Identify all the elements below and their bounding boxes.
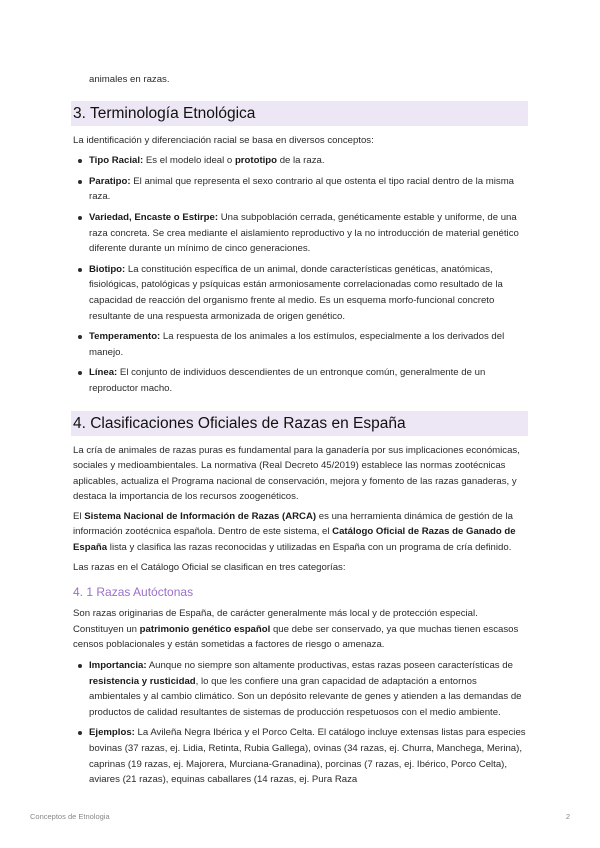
term: Tipo Racial:	[89, 155, 144, 167]
subsection-4-1-heading: 4. 1 Razas Autóctonas	[73, 585, 194, 600]
autoctonas-list	[73, 658, 528, 788]
list-item-variedad: Variedad, Encaste o Estirpe: Una subpoblación cerrada, genéticamente estable y uniforme, de una raza concreta. Se crea mediante el aislamiento reproductivo y la no introducción de material genético diferente durante un mínimo de cinco generaciones.	[73, 210, 528, 257]
section-4-heading: 4. Clasificaciones Oficiales de Razas en España	[71, 411, 528, 436]
term: Línea:	[89, 367, 118, 379]
term: Paratipo:	[89, 175, 131, 187]
section-4-paragraph-1: La cría de animales de razas puras es fundamental para la ganadería por sus implicaciones económicas, sociales y medioambientales. La normativa (Real Decreto 45/2019) establece las normas zootécnicas aplicables, actualiza el Programa nacional de conservación, mejora y fomento de las razas ganaderas, y destaca la importancia de los recursos zoogenéticos.	[73, 444, 520, 503]
page-number: 2	[565, 812, 570, 821]
section-3-heading: 3. Terminología Etnológica	[71, 101, 528, 126]
list-item-tipo-racial: Tipo Racial: Es el modelo ideal o prototipo de la raza.	[73, 153, 528, 169]
footer-title: Conceptos de Etnologia	[30, 812, 110, 821]
terminology-list	[73, 153, 528, 396]
list-item-biotipo: Biotipo: La constitución específica de un animal, donde características genéticas, anatómicas, fisiológicas, patológicas y psíquicas están armoniosamente correlacionadas como resultado de la capacidad de reacción del organismo frente al medio. Es un esquema morfo-funcional concreto resultante de una respuesta armonizada de origen genético.	[73, 262, 528, 324]
section-4-paragraph-3: Las razas en el Catálogo Oficial se clasifican en tres categorías:	[73, 561, 346, 573]
section-3-intro: La identificación y diferenciación racial se basa en diversos conceptos:	[73, 134, 374, 146]
continuation-text: animales en razas.	[89, 74, 170, 85]
subsection-4-1-paragraph: Son razas originarias de España, de carácter generalmente más local y de protección especial. Constituyen un patrimonio genético español que debe ser conservado, ya que muchas tienen escasos censos poblacionales y están sometidas a factores de riesgo o amenaza.	[73, 608, 519, 651]
term: Biotipo:	[89, 263, 126, 275]
list-item-paratipo: Paratipo: El animal que representa el sexo contrario al que ostenta el tipo racial dentro de la misma raza.	[73, 174, 528, 205]
list-item-ejemplos: Ejemplos: La Avileña Negra Ibérica y el Porco Celta. El catálogo incluye extensas listas para especies bovinas (37 razas, ej. Lidia, Retinta, Rubia Gallega), ovinas (34 razas, ej. Churra, Manchega, Merina), caprinas (19 razas, ej. Majorera, Murciana-Granadina), porcinas (7 razas, ej. Ibérico, Porco Celta), aviares (21 razas), equinas caballares (14 razas, ej. Pura Raza	[73, 725, 528, 787]
section-4-paragraph-2: El Sistema Nacional de Información de Razas (ARCA) es una herramienta dinámica de gestión de la información zootécnica española. Dentro de este sistema, el Catálogo Oficial de Razas de Ganado de España lista y clasifica las razas reconocidas y utilizadas en España con un programa de cría definido.	[73, 510, 516, 554]
list-item-importancia: Importancia: Aunque no siempre son altamente productivas, estas razas poseen características de resistencia y rusticidad, lo que les confiere una gran capacidad de adaptación a entornos ambientales y al cambio climático. Son un depósito relevante de genes y atienden a las demandas de productos de calidad resultantes de sistemas de producción respetuosos con el medio ambiente.	[73, 658, 528, 720]
list-item-temperamento: Temperamento: La respuesta de los animales a los estímulos, especialmente a los derivados del manejo.	[73, 329, 528, 360]
term: Variedad, Encaste o Estirpe:	[89, 211, 219, 223]
page-content	[73, 72, 528, 794]
list-item-linea: Línea: El conjunto de individuos descendientes de un entronque común, generalmente de un reproductor macho.	[73, 365, 528, 396]
term: Temperamento:	[89, 331, 161, 343]
